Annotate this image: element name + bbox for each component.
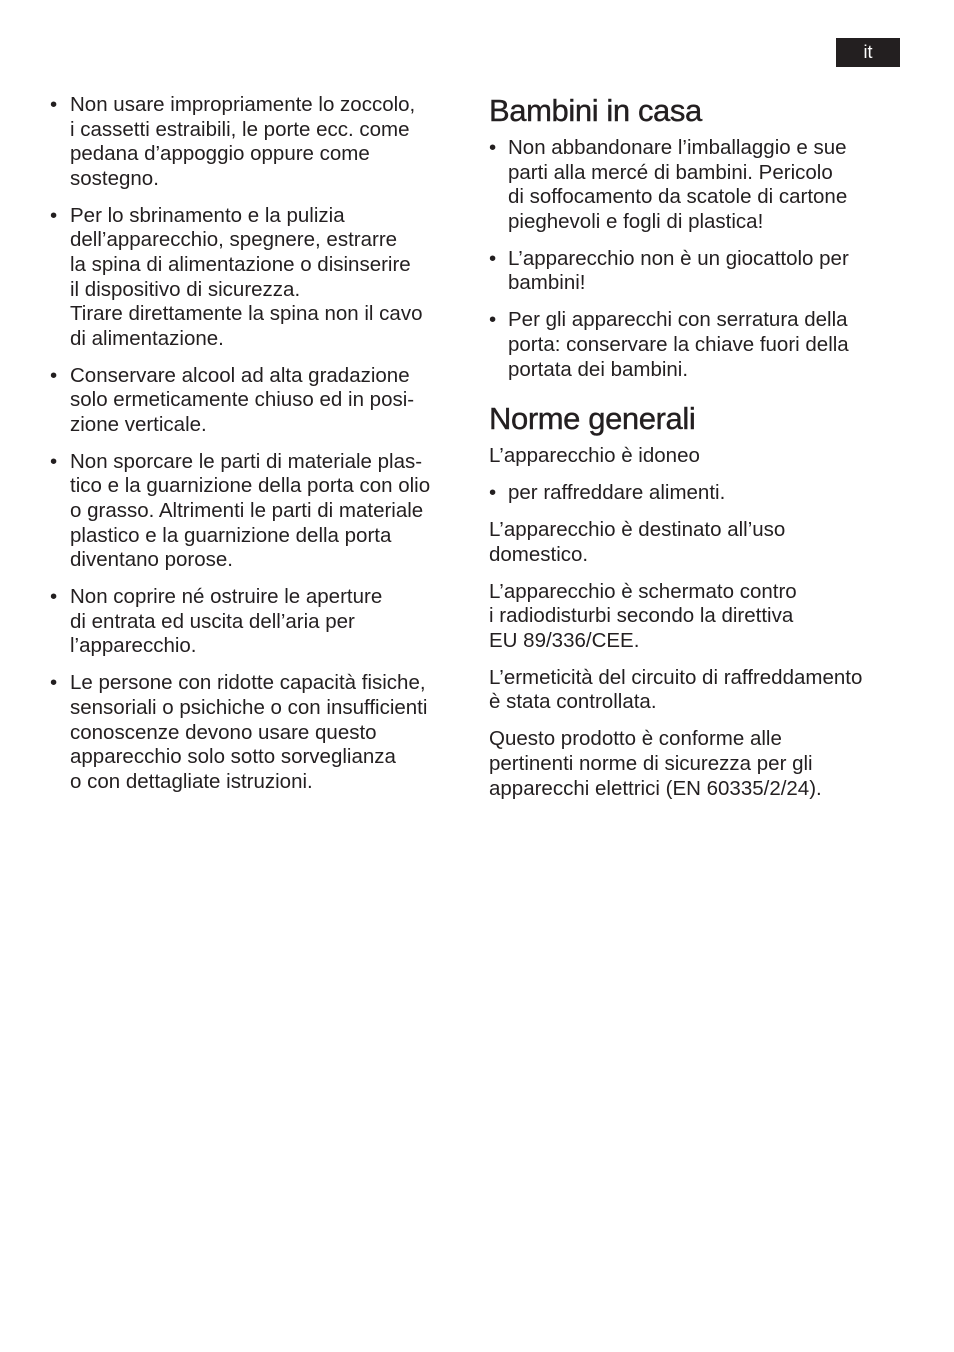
text-line: i radiodisturbi secondo la direttiva xyxy=(489,604,794,628)
norme-intro: L’apparecchio è idoneo xyxy=(489,444,700,468)
bullet-icon: • xyxy=(50,449,58,473)
text-line: sensoriali o psichiche o con insufficienti xyxy=(70,696,428,720)
text-line: Non coprire né ostruire le aperture xyxy=(70,585,383,609)
text-line: l’apparecchio. xyxy=(70,634,197,658)
text-line: porta: conservare la chiave fuori della xyxy=(508,332,849,356)
list-item xyxy=(489,481,904,506)
bullet-icon: • xyxy=(50,93,58,116)
text-line: Per gli apparecchi con serratura della xyxy=(508,308,848,332)
text-line: portata dei bambini. xyxy=(508,357,689,381)
text-line: Non abbandonare l’imballaggio e sue xyxy=(508,136,847,159)
safety-list xyxy=(50,93,460,794)
right-column xyxy=(489,93,904,814)
list-item xyxy=(50,585,460,659)
text-line: Per lo sbrinamento e la pulizia xyxy=(70,203,345,227)
text-line: Le persone con ridotte capacità fisiche, xyxy=(70,671,426,695)
bullet-icon: • xyxy=(489,246,497,270)
list-item xyxy=(489,308,904,382)
text-line: parti alla mercé di bambini. Pericolo xyxy=(508,160,833,184)
norme-paragraph xyxy=(489,580,904,654)
language-badge: it xyxy=(836,38,900,67)
text-line: dell’apparecchio, spegnere, estrarre xyxy=(70,228,398,252)
text-line: di alimentazione. xyxy=(70,326,224,350)
text-line: zione verticale. xyxy=(70,412,207,436)
text-line: il dispositivo di sicurezza. xyxy=(70,277,301,301)
text-line: sostegno. xyxy=(70,166,159,190)
bullet-icon: • xyxy=(489,136,497,159)
text-line: solo ermeticamente chiuso ed in posi- xyxy=(70,388,415,412)
text-line: Tirare direttamente la spina non il cavo xyxy=(70,302,423,326)
text-line: pieghevoli e fogli di plastica! xyxy=(508,209,764,233)
left-column xyxy=(50,93,460,807)
bullet-icon: • xyxy=(50,585,58,609)
text-line: o con dettagliate istruzioni. xyxy=(70,769,313,793)
text-line: L’apparecchio non è un giocattolo per xyxy=(508,246,849,270)
list-item xyxy=(489,247,904,296)
bullet-icon: • xyxy=(50,363,58,387)
text-line: apparecchio solo sotto sorveglianza xyxy=(70,745,396,769)
text-line: Conservare alcool ad alta gradazione xyxy=(70,363,410,387)
text-line: pertinenti norme di sicurezza per gli xyxy=(489,752,813,776)
text-line: conoscenze devono usare questo xyxy=(70,720,377,744)
list-item xyxy=(50,450,460,573)
text-line: è stata controllata. xyxy=(489,690,657,714)
bullet-icon: • xyxy=(50,671,58,695)
text-line: plastico e la guarnizione della porta xyxy=(70,523,392,547)
section-heading-norme: Norme generali xyxy=(489,401,696,437)
text-line: o grasso. Altrimenti le parti di materiale xyxy=(70,499,424,523)
bullet-icon: • xyxy=(489,481,497,505)
text-line: pedana d’appoggio oppure come xyxy=(70,142,370,166)
list-item xyxy=(50,671,460,794)
text-line: per raffreddare alimenti. xyxy=(508,481,726,505)
text-line: la spina di alimentazione o disinserire xyxy=(70,252,411,276)
text-line: bambini! xyxy=(508,271,586,295)
norme-paragraph xyxy=(489,518,904,567)
text-line: tico e la guarnizione della porta con olio xyxy=(70,474,431,498)
text-line: di soffocamento da scatole di cartone xyxy=(508,185,848,209)
list-item xyxy=(489,136,904,234)
text-line: domestico. xyxy=(489,542,589,566)
bullet-icon: • xyxy=(50,203,58,227)
text-line: L’ermeticità del circuito di raffreddamento xyxy=(489,665,863,689)
text-line: di entrata ed uscita dell’aria per xyxy=(70,609,355,633)
text-line: apparecchi elettrici (EN 60335/2/24). xyxy=(489,776,822,800)
text-line: diventano porose. xyxy=(70,548,233,572)
norme-list xyxy=(489,481,904,506)
bambini-list xyxy=(489,136,904,382)
list-item xyxy=(50,364,460,438)
text-line: L’apparecchio è schermato contro xyxy=(489,579,797,603)
norme-paragraph xyxy=(489,666,904,715)
list-item xyxy=(50,93,460,191)
text-line: EU 89/336/CEE. xyxy=(489,628,640,652)
text-line: L’apparecchio è destinato all’uso xyxy=(489,518,786,542)
text-line: Questo prodotto è conforme alle xyxy=(489,727,782,751)
list-item xyxy=(50,204,460,352)
text-line: i cassetti estraibili, le porte ecc. come xyxy=(70,117,410,141)
text-line: Non sporcare le parti di materiale plas- xyxy=(70,449,423,473)
section-heading-bambini: Bambini in casa xyxy=(489,93,702,128)
bullet-icon: • xyxy=(489,308,497,332)
text-line: Non usare impropriamente lo zoccolo, xyxy=(70,93,416,116)
norme-paragraph xyxy=(489,727,904,801)
